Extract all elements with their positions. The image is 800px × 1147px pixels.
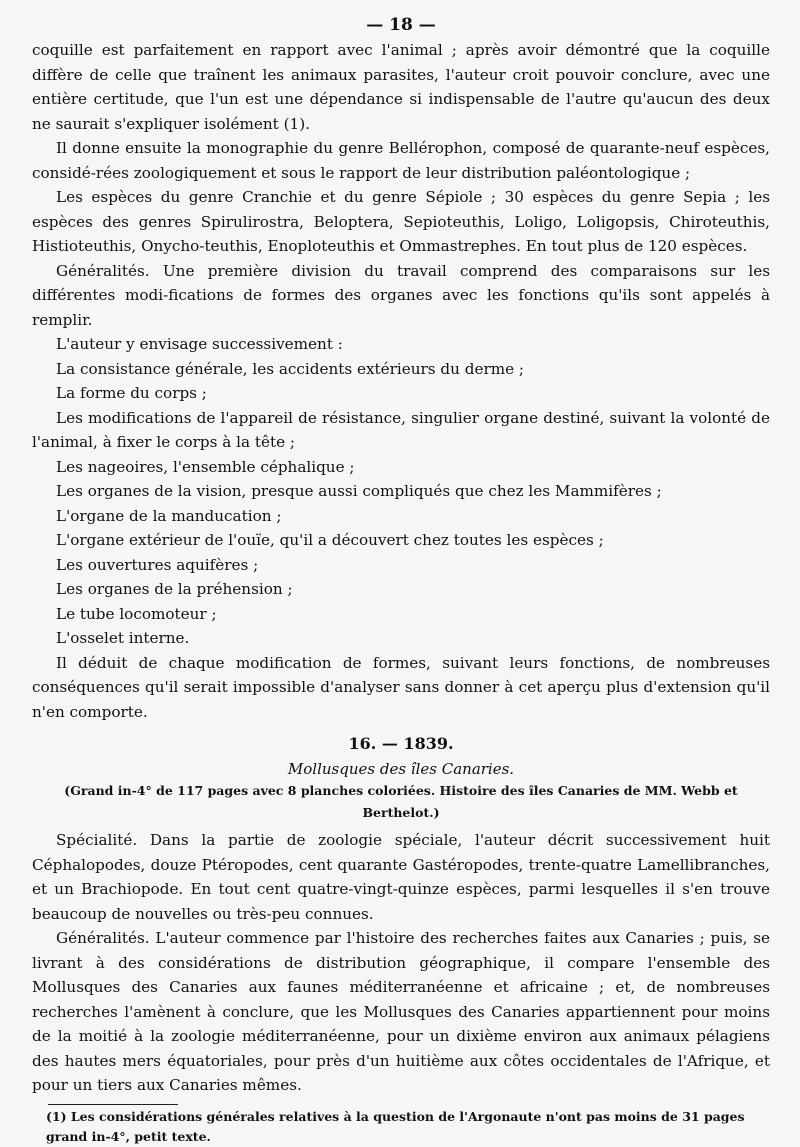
page-number: — 18 —: [366, 15, 436, 35]
paragraph-generalites: Généralités. Une première division du travail comprend des comparaisons sur les différentes modi-fications de formes des organes avec les fonctions qu'ils sont appelés à remplir.: [32, 261, 770, 329]
list-item: Les modifications de l'appareil de résistance, singulier organe destiné, suivant la volonté de l'animal, à fixer le corps à la tête ;: [32, 408, 770, 451]
footnote-divider: [48, 1104, 178, 1105]
list-item: L'organe de la manducation ;: [56, 506, 282, 525]
list-item: L'osselet interne.: [56, 629, 190, 647]
section-meta: (Grand in-4° de 117 pages avec 8 planches coloriées. Histoire des îles Canaries de MM. Webb et Berthelot.): [64, 783, 738, 820]
section-subtitle: Mollusques des îles Canaries.: [287, 760, 515, 778]
list-item: Les ouvertures aquifères ;: [56, 555, 259, 574]
footnote: (1) Les considérations générales relatives à la question de l'Argonaute n'ont pas moins de 31 pages grand in-4°, petit texte.: [46, 1108, 745, 1144]
list-item: Les organes de la vision, presque aussi compliqués que chez les Mammifères ;: [56, 482, 662, 500]
list-item: La forme du corps ;: [56, 384, 207, 402]
list-item: La consistance générale, les accidents extérieurs du derme ;: [56, 359, 525, 378]
list-item: L'organe extérieur de l'ouïe, qu'il a découvert chez toutes les espèces ;: [56, 531, 604, 549]
list-item: Les organes de la préhension ;: [56, 580, 293, 598]
paragraph-continuation: coquille est parfaitement en rapport avec l'animal ; après avoir démontré que la coquille diffère de celle que traînent les animaux parasites, l'auteur croit pouvoir conclure, avec une entière certitude, que l'un est une dépendance si indispensable de l'autre qu'aucun des deux ne saurait s'expliquer isolément (1).: [32, 41, 770, 133]
list-item: Les nageoires, l'ensemble céphalique ;: [56, 457, 355, 476]
list-intro: L'auteur y envisage successivement :: [56, 335, 343, 353]
paragraph-species-list: Les espèces du genre Cranchie et du genre Sépiole ; 30 espèces du genre Sepia ; les espèces des genres Spirulirostra, Beloptera, Sepioteuthis, Loligo, Loligopsis, Chiroteuthis, Histioteuthis, Onycho-teuthis, Enoploteuthis et Ommastrephes. En tout plus de 120 espèces.: [32, 188, 770, 255]
section-title: 16. — 1839.: [348, 734, 454, 753]
paragraph-generalites-canaries: Généralités. L'auteur commence par l'histoire des recherches faites aux Canaries ; puis, se livrant à des considérations de distribution géographique, il compare l'ensemble des Mollusques des Canaries aux faunes méditerranéenne et africaine ; et, de nombreuses recherches l'amènent à conclure, que les Mollusques des Canaries appartiennent pour moins de la moitié à la zoologie méditerranéenne, pour un dixième environ aux animaux pélagiens des hautes mers équatoriales, pour près d'un huitième aux côtes occidentales de l'Afrique, et pour un tiers aux Canaries mêmes.: [32, 929, 770, 1094]
paragraph-bellerophon: Il donne ensuite la monographie du genre Bellérophon, composé de quarante-neuf espèces, considé-rées zoologiquement et sous le rapport de leur distribution paléontologique ;: [32, 139, 770, 182]
paragraph-specialite: Spécialité. Dans la partie de zoologie spéciale, l'auteur décrit successivement huit Céphalopodes, douze Ptéropodes, cent quarante Gastéropodes, trente-quatre Lamellibranches, et un Brachiopode. En tout cent quatre-vingt-quinze espèces, parmi lesquelles il s'en trouve beaucoup de nouvelles ou très-peu connues.: [32, 831, 770, 923]
paragraph-conclusion: Il déduit de chaque modification de formes, suivant leurs fonctions, de nombreuses conséquences qu'il serait impossible d'analyser sans donner à cet aperçu plus d'extension qu'il n'en comporte.: [32, 653, 770, 721]
list-item: Le tube locomoteur ;: [56, 604, 217, 623]
